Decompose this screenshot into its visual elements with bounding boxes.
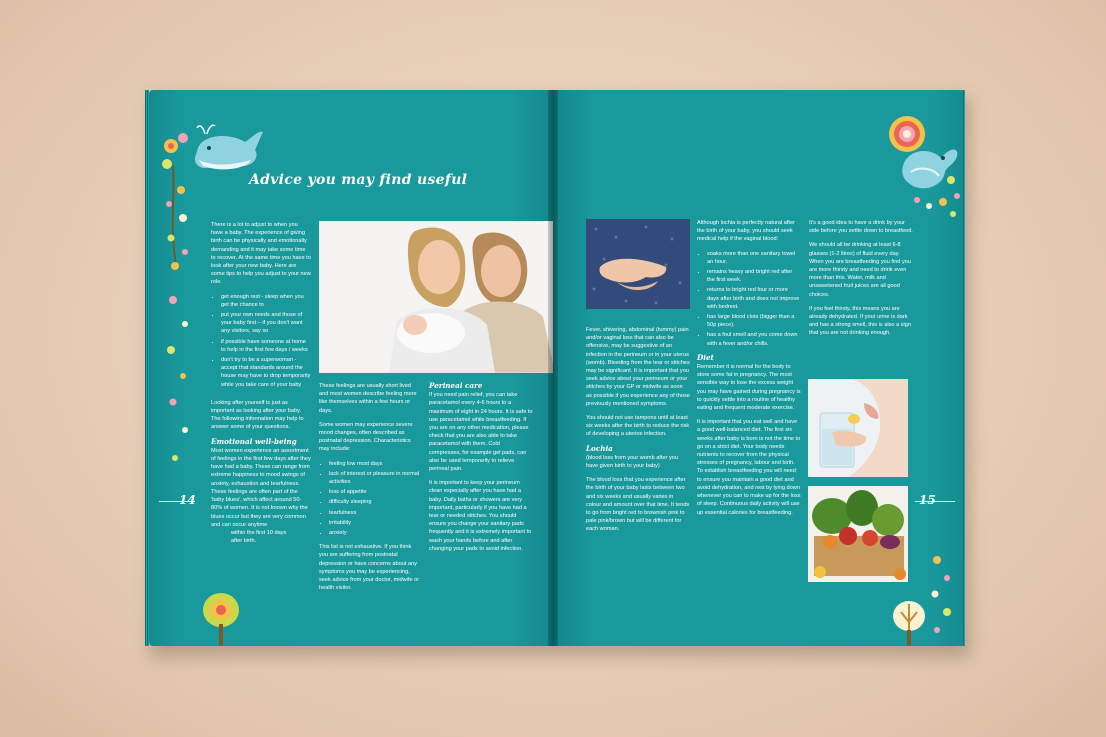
drink-paragraph: It's a good idea to have a drink by your side before you settle down to breastfeed. <box>809 220 913 235</box>
book-spine <box>548 90 558 646</box>
looking-after-paragraph: Looking after yourself is just as important as looking after your baby. The following information may help to answer some of your questions. <box>211 399 304 431</box>
left-column-1 <box>211 221 311 545</box>
pain-relief-paragraph: If you need pain relief, you can take paracetamol every 4-6 hours to a maximum of eight in 24 hours. It is safe to use paracetamol while breastfeeding. If you are on any other medication, please check that you are also able to take paracetamol with them. Cold compresses, for example gel pads, can also be used temporarily to relieve perineal pain. <box>429 392 533 473</box>
wellbeing-heading: Emotional well-being <box>211 436 297 446</box>
tampons-paragraph: You should not use tampons until at least six weeks after the birth to reduce the risk of developing a uterine infection. <box>586 415 690 438</box>
list-item: • difficulty sleeping <box>329 498 421 506</box>
wellbeing-paragraph-end: within the first 10 days after birth. <box>231 529 287 545</box>
lochia-intro-paragraph: Although lochia is perfectly natural after the birth of your baby, you should seek medical help if the vaginal blood: <box>697 220 795 243</box>
right-page <box>553 90 963 646</box>
not-exhaustive-paragraph: This list is not exhaustive. If you think you are suffering from postnatal depression or have concerns about any symptoms you may be experiencing, seek advice from your doctor, midwife or health visitor. <box>319 544 420 592</box>
diet-paragraph-2: It is important that you eat well and have a good well-balanced diet. The first six weeks after baby is born is not the time to go on a strict diet. Your body needs nutrients to recover from the physical stresses of pregnancy, labour and birth. To establish breastfeeding you will need to ensure you maintain a good diet and avoid dehydration, and rest by lying down whenever you can to make up for the loss of sleep. Continuous daily activity will use up essential calories for breastfeeding. <box>697 419 801 516</box>
page-number: 15 <box>919 493 936 507</box>
warning-signs-list <box>697 250 801 348</box>
tree-icon <box>199 590 243 646</box>
list-item: • remains heavy and bright red after the first week. <box>707 268 801 284</box>
left-column-2 <box>319 382 421 598</box>
list-item: • tearfulness <box>329 509 421 517</box>
postnatal-belly-photo <box>586 219 690 309</box>
left-page <box>149 90 559 646</box>
list-item: • feeling low most days <box>329 460 421 468</box>
list-item: • get enough rest - sleep when you get the chance to <box>221 293 311 309</box>
fluid-paragraph: We should all be drinking at least 6-8 glasses (1-2 litres) of fluid every day. When you are breastfeeding you find you are more thirsty and need to drink even more than this. Water, milk and unsweetened fruit juices are all good choices. <box>809 242 911 298</box>
list-item: • anxiety <box>329 529 421 537</box>
right-column-1 <box>586 326 690 540</box>
page-title: Advice you may find useful <box>249 172 468 188</box>
tree-icon <box>889 600 929 646</box>
blood-loss-paragraph: The blood loss that you experience after the birth of your baby lasts between two and six weeks and usually varies in colour and amount over that time. It tends to go from bright red to brownish pink to pale pink/brown but will be different for each woman. <box>586 477 690 533</box>
left-column-3 <box>429 382 533 559</box>
list-item: • has a foul smell and you come down with a fever and/or chills. <box>707 331 801 347</box>
list-item: • returns to bright red four or more days after birth and does not improve with bedrest. <box>707 286 801 311</box>
list-item: • irritability <box>329 519 421 527</box>
right-column-3 <box>809 219 913 344</box>
feelings-paragraph: These feelings are usually short lived and most women describe feeling more like themselves within a few hours or days. <box>319 383 417 414</box>
list-item: • if possible have someone at home to help in the first few days / weeks <box>221 338 311 354</box>
flower-icon <box>163 290 193 470</box>
wellbeing-paragraph: Most women experience an assortment of feelings in the first few days after they have had a baby. These can range from extreme happiness to mood swings of anxiety, exhaustion and tearfulness. These feelings are often part of the 'baby blues', which affect around 50-80% of women. It is not known why the blues occur but they are very common and can occur anytime <box>211 447 311 528</box>
mother-baby-photo <box>319 221 555 373</box>
thirst-paragraph: If you feel thirsty, this means you are already dehydrated. If your urine is dark and has a strong smell, this is also a sign that you are not drinking enough. <box>809 305 911 337</box>
diet-paragraph-1: Remember it is normal for the body to store some fat in pregnancy. The most sensible way to lose the excess weight you may have gained during pregnancy is to quickly settle into a routine of healthy eating and frequent moderate exercise. <box>697 364 801 412</box>
list-item: • lack of interest or pleasure in normal activities <box>329 470 421 486</box>
right-column-2 <box>697 219 801 523</box>
list-item: • soaks more than one sanitary towel an hour. <box>707 250 801 266</box>
perineal-care-heading: Perineal care <box>429 381 483 390</box>
intro-paragraph: There is a lot to adjust to when you have a baby. The experience of giving birth can be physically and emotionally demanding and it may take some time to recover. At the same time you have to look after your new baby. Here are some tips to help you adjust to your new role. <box>211 222 311 286</box>
diet-heading: Diet <box>697 352 714 362</box>
symptoms-list <box>319 460 421 538</box>
hygiene-paragraph: It is important to keep your perineum clean especially after you have had a baby. Daily baths or showers are very important, particularly if you have had a tear or needed stitches. You should ensure you change your sanitary pads frequently and it is extremely important to wash your hands before and after changing your pads to avoid infection. <box>429 480 532 552</box>
page-number: 14 <box>179 493 196 507</box>
tips-list <box>211 293 311 389</box>
lochia-heading: Lochia <box>586 443 613 453</box>
paisley-bird-icon <box>863 106 963 226</box>
lochia-subheading: (blood loss from your womb after you have given birth to your baby) <box>586 454 679 470</box>
list-item: • loss of appetite <box>329 488 421 496</box>
list-item: • has large blood clots (bigger than a 50p piece). <box>707 313 801 329</box>
infection-paragraph: Fever, shivering, abdominal (tummy) pain and/or vaginal loss that can also be offensive, may be suggestive of an infection in the perineum or in your uterus (womb). Bleeding from the tear or stitches may be significant. It is important that you seek advice about your perineum or your stitches by your GP or midwife as soon as possible if you experience any of those previously mentioned symptoms. <box>586 327 690 407</box>
list-item: • put your own needs and those of your baby first – if you don't want any visitors, say so <box>221 311 311 336</box>
drinking-water-photo <box>808 379 908 477</box>
depression-paragraph: Some women may experience severe mood changes, often described as postnatal depression. Characteristics may include: <box>319 421 413 453</box>
vegetables-photo <box>808 486 908 582</box>
list-item: • don't try to be a superwoman - accept that standards around the house may have to drop temporarily while you take care of your baby <box>221 356 311 389</box>
